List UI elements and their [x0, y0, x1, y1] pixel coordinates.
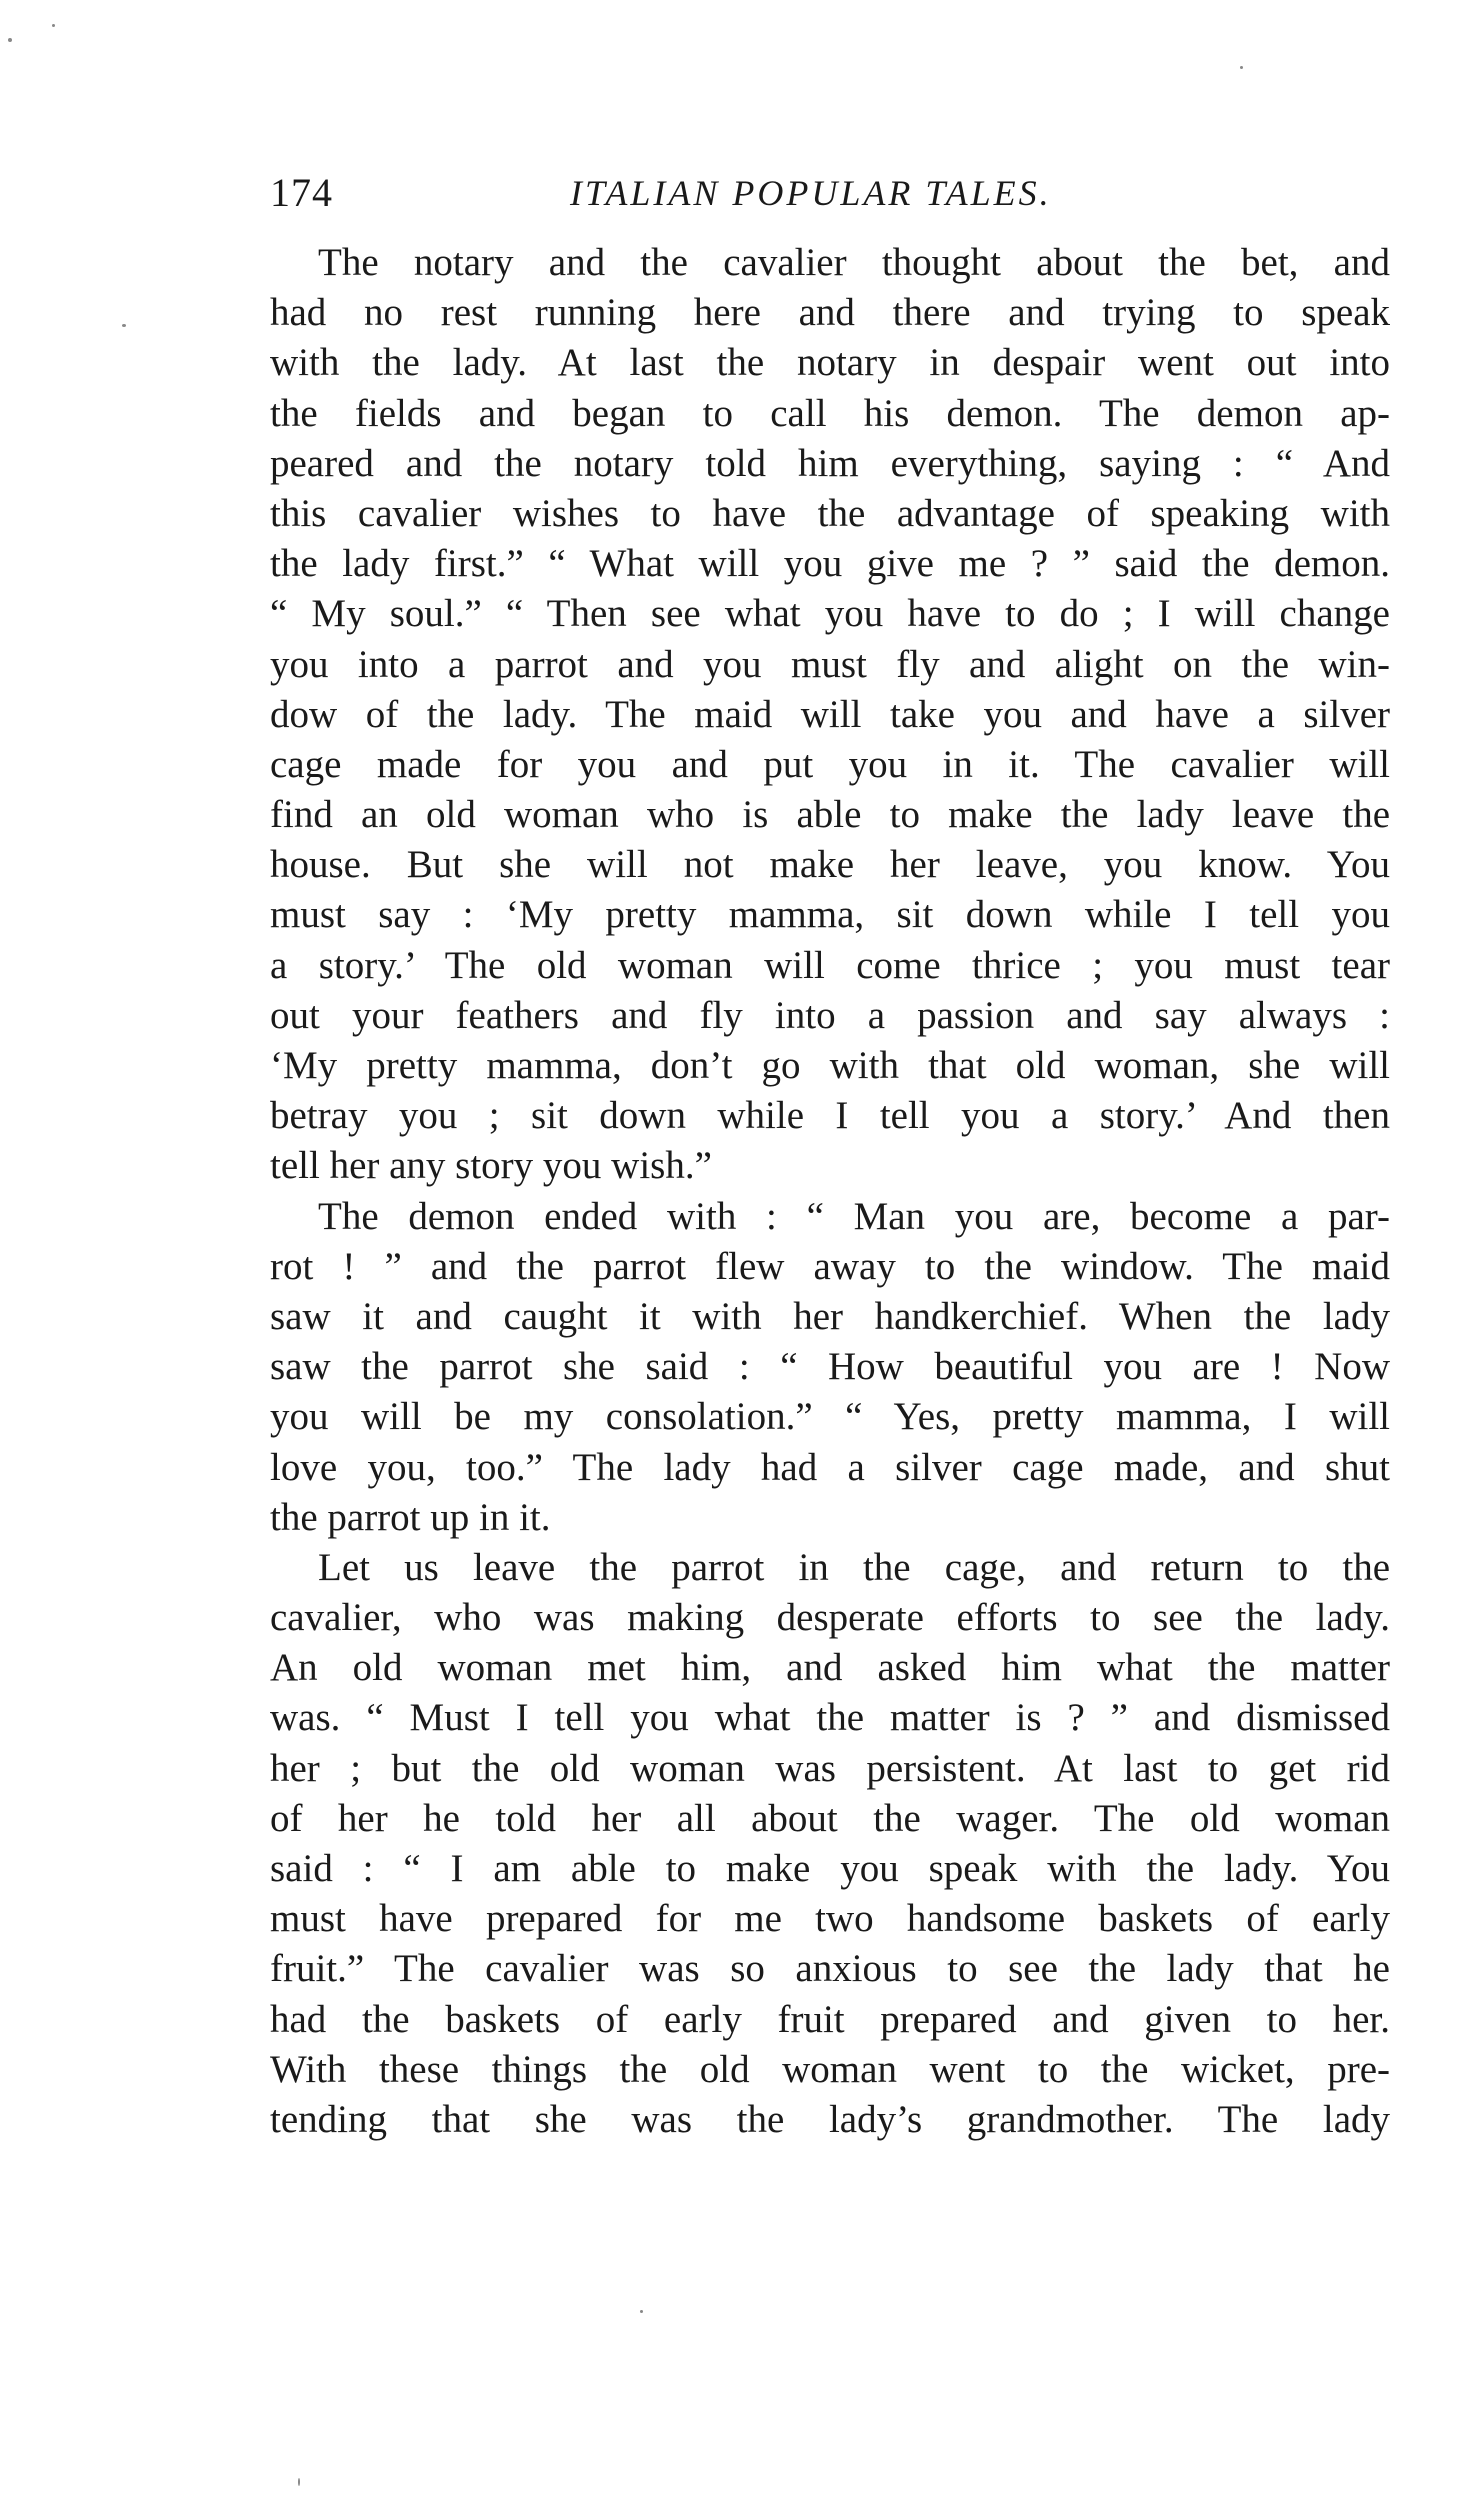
text-line: saw the parrot she said : “ How beautiful you are ! Now	[270, 1345, 1390, 1389]
running-head	[270, 168, 1390, 218]
text-line: must have prepared for me two handsome baskets of early	[270, 1897, 1390, 1941]
text-line: fruit.” The cavalier was so anxious to see the lady that he	[270, 1947, 1390, 1991]
paragraph	[270, 1543, 1390, 2145]
text-line: you into a parrot and you must fly and alight on the win-	[270, 642, 1390, 686]
paper-speck	[8, 38, 12, 42]
text-line: rot ! ” and the parrot flew away to the window. The maid	[270, 1244, 1390, 1288]
text-line: the parrot up in it.	[270, 1495, 551, 1539]
paper-speck	[1240, 66, 1243, 69]
text-line: With these things the old woman went to the wicket, pre-	[270, 2047, 1390, 2091]
text-line: said : “ I am able to make you speak with the lady. You	[270, 1847, 1390, 1890]
body-text	[270, 238, 1390, 2145]
text-line: you will be my consolation.” “ Yes, pretty mamma, I will	[270, 1395, 1390, 1439]
text-line: Let us leave the parrot in the cage, and return to the	[318, 1545, 1390, 1589]
text-line: the lady first.” “ What will you give me ? ” said the demon.	[270, 542, 1390, 586]
text-line: the fields and began to call his demon. The demon ap-	[270, 391, 1390, 435]
text-line: saw it and caught it with her handkerchief. When the lady	[270, 1294, 1390, 1338]
text-line: The notary and the cavalier thought about the bet, and	[318, 241, 1390, 284]
text-line: must say : ‘My pretty mamma, sit down while I tell you	[270, 893, 1390, 937]
text-line: love you, too.” The lady had a silver cage made, and shut	[270, 1445, 1390, 1489]
text-line: tell her any story you wish.”	[270, 1144, 712, 1188]
text-line: had the baskets of early fruit prepared and given to her.	[270, 1997, 1390, 2041]
text-line: find an old woman who is able to make the lady leave the	[270, 793, 1390, 837]
paper-speck	[52, 24, 55, 27]
text-line: dow of the lady. The maid will take you and have a silver	[270, 692, 1390, 736]
text-line: of her he told her all about the wager. The old woman	[270, 1796, 1390, 1840]
text-line: The demon ended with : “ Man you are, become a par-	[318, 1194, 1390, 1238]
running-title: ITALIAN POPULAR TALES.	[570, 173, 1052, 213]
text-line: a story.’ The old woman will come thrice ; you must tear	[270, 943, 1390, 987]
page-number: 174	[270, 170, 333, 215]
text-line: An old woman met him, and asked him what the matter	[270, 1646, 1390, 1690]
text-line: ‘My pretty mamma, don’t go with that old woman, she will	[270, 1044, 1390, 1087]
text-line: her ; but the old woman was persistent. At last to get rid	[270, 1746, 1390, 1790]
text-line: cage made for you and put you in it. The cavalier will	[270, 742, 1390, 786]
text-line: cavalier, who was making desperate efforts to see the lady.	[270, 1596, 1390, 1640]
text-line: had no rest running here and there and trying to speak	[270, 291, 1390, 335]
text-line: betray you ; sit down while I tell you a story.’ And then	[270, 1094, 1390, 1138]
paper-speck	[122, 324, 126, 327]
text-line: “ My soul.” “ Then see what you have to do ; I will change	[270, 592, 1390, 636]
paragraph	[270, 238, 1390, 1192]
paper-speck	[298, 2478, 300, 2486]
paragraph	[270, 1192, 1390, 1543]
paper-speck	[640, 2310, 643, 2313]
text-line: house. But she will not make her leave, you know. You	[270, 843, 1390, 887]
text-line: with the lady. At last the notary in despair went out into	[270, 341, 1390, 385]
text-line: out your feathers and fly into a passion and say always :	[270, 993, 1390, 1037]
text-line: this cavalier wishes to have the advantage of speaking with	[270, 491, 1390, 535]
text-line: tending that she was the lady’s grandmother. The lady	[270, 2097, 1390, 2141]
text-line: peared and the notary told him everything, saying : “ And	[270, 441, 1390, 485]
text-line: was. “ Must I tell you what the matter is ? ” and dismissed	[270, 1696, 1390, 1740]
